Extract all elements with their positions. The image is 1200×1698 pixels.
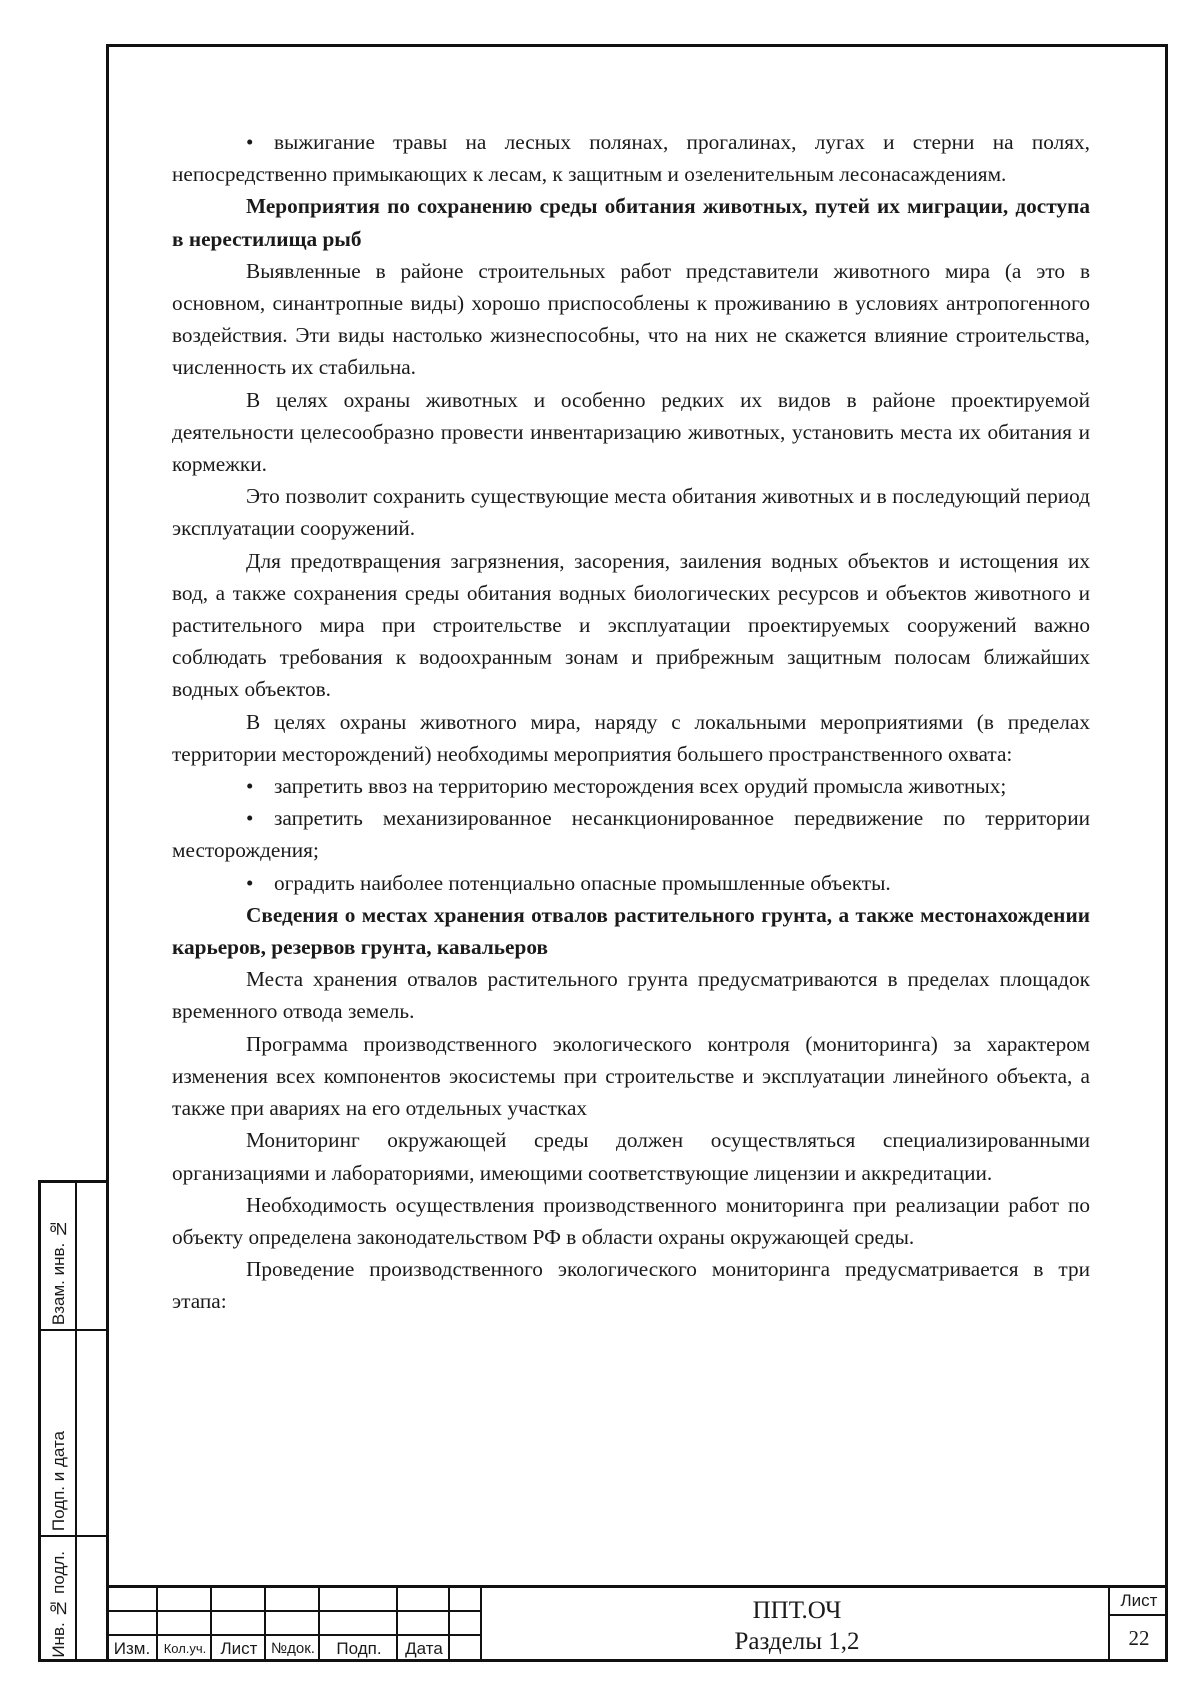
bullet-icon: • [246, 774, 254, 799]
body-paragraph: Выявленные в районе строительных работ представители животного мира (а это в основном, синантропные виды) хорошо приспособлены к проживанию в условиях антропогенного воздействия. Эти виды настолько жизнеспособны, что на них не скажется влияние строительства, численность их стабильна. [172, 258, 1090, 380]
revision-column-label: Лист [220, 1639, 258, 1658]
body-paragraph: В целях охраны животных и особенно редких их видов в районе проектируемой деятельности целесообразно провести инвентаризацию животных, установить места их обитания и кормежки. [172, 387, 1090, 477]
sheet-number: 22 [1128, 1626, 1150, 1650]
revision-column-label: Подп. [336, 1639, 382, 1658]
document-code: ППТ.ОЧ [752, 1597, 842, 1624]
bullet-item [172, 867, 1090, 899]
bullet-icon: • [246, 130, 254, 154]
bullet-text: запретить механизированное несанкционированное передвижение по территории месторождения; [172, 806, 1090, 863]
body-paragraph: В целях охраны животного мира, наряду с локальными мероприятиями (в пределах территории месторождений) необходимы мероприятия большего пространственного охвата: [172, 709, 1090, 766]
side-label-signature-date: Подп. и дата [49, 1430, 68, 1531]
bullet-text: запретить ввоз на территорию месторождения всех орудий промысла животных; [274, 774, 1007, 799]
title-block [106, 1585, 1168, 1662]
revision-row-line [106, 1634, 480, 1636]
side-cell-signature-date [41, 1331, 109, 1537]
revision-table [106, 1588, 480, 1662]
side-cell-replacement [41, 1183, 109, 1331]
sheet-number-box [1108, 1588, 1168, 1662]
sheet-label: Лист [1110, 1588, 1168, 1616]
bullet-icon: • [246, 870, 254, 895]
body-paragraph: Мониторинг окружающей среды должен осуществляться специализированными организациями и лабораториями, имеющими соответствующие лицензии и аккредитации. [172, 1128, 1090, 1185]
revision-column-label: №док. [271, 1640, 315, 1657]
bullet-item [172, 770, 1090, 802]
body-paragraph: Для предотвращения загрязнения, засорения, заиления водных объектов и истощения их вод, а также сохранения среды обитания водных биологических ресурсов и объектов животного и растительного мира при строительстве и эксплуатации проектируемых сооружений важно соблюдать требования к водоохранным зонам и прибрежным защитным полосам ближайших водных объектов. [172, 548, 1090, 702]
body-paragraph: Места хранения отвалов растительного грунта предусматриваются в пределах площадок временного отвода земель. [172, 967, 1090, 1024]
document-designation [480, 1588, 1112, 1662]
side-cell-original-inv [41, 1537, 109, 1662]
body-paragraph: Проведение производственного экологического мониторинга предусматривается в три этапа: [172, 1257, 1090, 1314]
side-label-replacement-inv: Взам. инв. № [49, 1218, 68, 1325]
revision-column-label: Изм. [113, 1639, 151, 1658]
revision-column-label: Дата [405, 1639, 443, 1658]
revision-row-line [106, 1610, 480, 1612]
bullet-icon: • [246, 806, 254, 831]
section-heading: Сведения о местах хранения отвалов растительного грунта, а также местонахождении карьеров, резервов грунта, кавальеров [172, 902, 1090, 960]
body-paragraph: Это позволит сохранить существующие места обитания животных и в последующий период эксплуатации сооружений. [172, 484, 1090, 541]
document-body [172, 126, 1090, 1318]
revision-column-label: Кол.уч. [163, 1641, 207, 1656]
document-sections: Разделы 1,2 [734, 1628, 860, 1655]
bullet-item [172, 802, 1090, 866]
side-label-original-inv: Инв. № подл. [49, 1551, 68, 1658]
body-paragraph: Необходимость осуществления производственного мониторинга при реализации работ по объекту определена законодательством РФ в области охраны окружающей среды. [172, 1192, 1090, 1249]
body-paragraph: Программа производственного экологического контроля (мониторинга) за характером изменения всех компонентов экосистемы при строительстве и эксплуатации линейного объекта, а также при авариях на его отдельных участках [172, 1031, 1090, 1121]
section-heading: Мероприятия по сохранению среды обитания животных, путей их миграции, доступа в нерестилища рыб [172, 194, 1090, 251]
bullet-item [172, 126, 1090, 190]
bullet-text: выжигание травы на лесных полянах, прогалинах, лугах и стерни на полях, непосредственно примыкающих к лесам, к защитным и озеленительным лесонасаждениям. [172, 130, 1090, 187]
bullet-text: оградить наиболее потенциально опасные промышленные объекты. [274, 870, 891, 895]
side-stamp-strip [38, 1180, 106, 1662]
